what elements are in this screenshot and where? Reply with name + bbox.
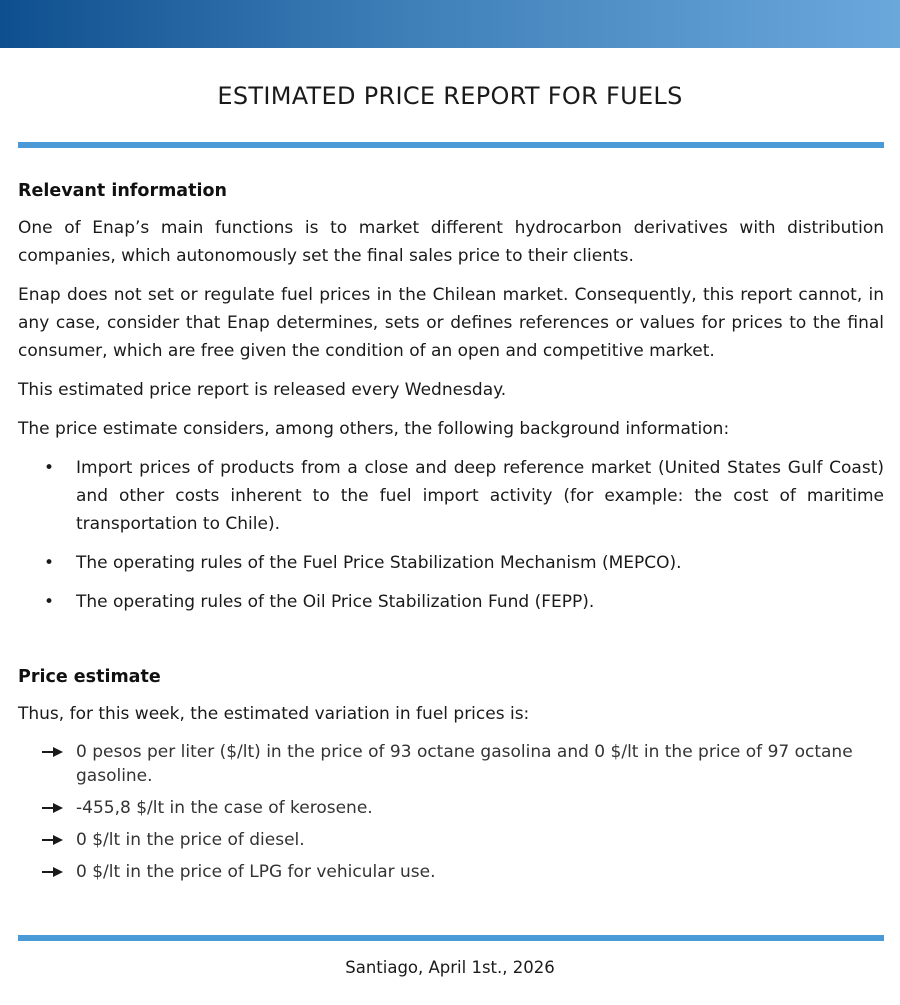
bullet-dot-icon: • [44,553,55,573]
bullet-text: Import prices of products from a close and deep reference market (United States Gulf Coast) and other costs inherent to the fuel import activity (for example: the cost of maritime transportation to Chile). [76,458,884,534]
list-item [18,740,884,788]
arrow-right-icon [42,803,64,813]
estimate-text: 0 $/lt in the price of diesel. [76,830,305,850]
arrow-right-icon [42,747,64,757]
bullet-dot-icon: • [44,592,55,612]
bullet-text: The operating rules of the Fuel Price Stabilization Mechanism (MEPCO). [76,553,682,573]
bullet-text: The operating rules of the Oil Price Stabilization Fund (FEPP). [76,592,595,612]
paragraph-release: This estimated price report is released every Wednesday. [18,380,507,400]
arrow-right-icon [42,867,64,877]
estimate-text: 0 $/lt in the price of LPG for vehicular use. [76,862,436,882]
bullet-dot-icon: • [44,458,55,478]
estimate-text: 0 pesos per liter ($/lt) in the price of 93 octane gasolina and 0 $/lt in the price of 97 octane gasoline. [76,742,853,786]
price-estimate-heading: Price estimate [18,667,161,687]
estimate-text: -455,8 $/lt in the case of kerosene. [76,798,373,818]
list-item [18,454,884,538]
paragraph-background: The price estimate considers, among others, the following background information: [18,419,730,439]
top-divider [18,142,884,148]
paragraph-functions: One of Enap’s main functions is to market different hydrocarbon derivatives with distribution companies, which autonomously set the final sales price to their clients. [18,218,884,266]
background-list [18,454,884,616]
bottom-divider [18,935,884,941]
paragraph-regulation: Enap does not set or regulate fuel prices in the Chilean market. Consequently, this report cannot, in any case, consider that Enap determines, sets or defines references or values for prices to the final consumer, which are free given the condition of an open and competitive market. [18,285,884,361]
list-item [18,549,884,577]
page-title: ESTIMATED PRICE REPORT FOR FUELS [217,82,683,110]
relevant-info-heading: Relevant information [18,181,227,201]
report-body [18,178,884,892]
footer-date: Santiago, April 1st., 2026 [345,958,555,977]
arrow-right-icon [42,835,64,845]
list-item [18,796,884,820]
list-item [18,828,884,852]
list-item [18,860,884,884]
list-item [18,588,884,616]
estimate-intro: Thus, for this week, the estimated variation in fuel prices is: [18,704,530,724]
header-banner [0,0,900,48]
estimate-list [18,740,884,884]
